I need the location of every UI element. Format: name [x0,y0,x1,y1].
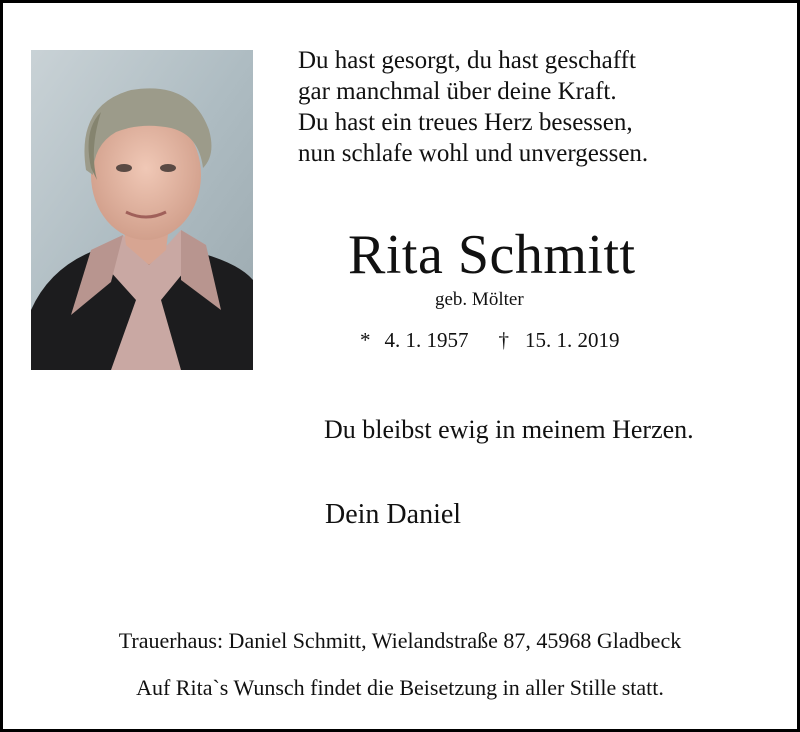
poem [298,45,778,169]
burial-note: Auf Rita`s Wunsch findet die Beisetzung in aller Stille statt. [136,675,664,700]
portrait-photo [31,50,253,370]
poem-line: Du hast gesorgt, du hast geschafft [298,47,636,74]
mourning-house-info: Trauerhaus: Daniel Schmitt, Wielandstraße 87, 45968 Gladbeck [118,628,682,653]
poem-line: Du hast ein treues Herz besessen, [298,109,633,136]
life-dates [360,326,620,354]
death-date: 15. 1. 2019 [525,328,620,352]
poem-line: gar manchmal über deine Kraft. [298,78,617,105]
deceased-name: Rita Schmitt [348,224,636,286]
birth-star-icon: * [360,328,371,352]
death-cross-icon: † [498,328,509,352]
signature: Dein Daniel [325,499,462,530]
maiden-name: geb. Mölter [435,289,524,310]
poem-line: nun schlafe wohl und unvergessen. [298,140,649,167]
farewell-message: Du bleibst ewig in meinem Herzen. [324,415,694,444]
birth-date: 4. 1. 1957 [384,328,469,352]
